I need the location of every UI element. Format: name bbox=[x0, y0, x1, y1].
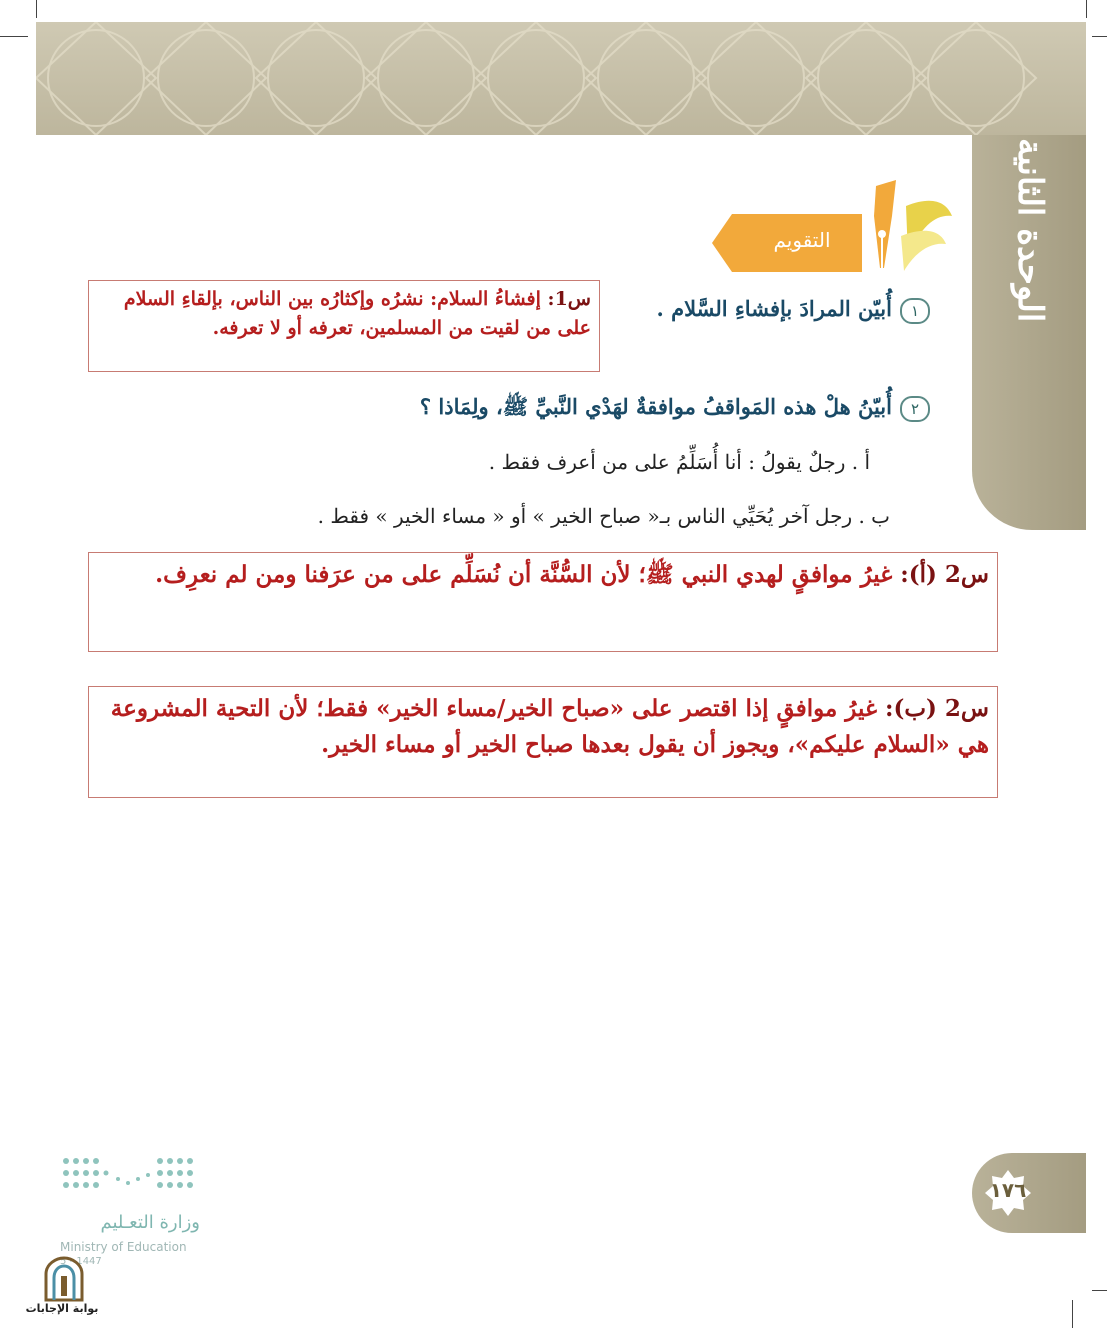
sub-item-a: أ . رجلٌ يقولُ : أنا أُسَلِّمُ على من أعرف فقط . bbox=[488, 450, 870, 474]
answer-text: غيرُ موافقٍ لهدي النبي ﷺ؛ لأن السُّنَّة أن نُسَلِّم على من عرَفنا ومن لم نعرِف. bbox=[155, 561, 901, 588]
pen-icon bbox=[846, 176, 956, 276]
question-1 bbox=[630, 296, 930, 324]
crop-mark bbox=[1092, 1290, 1107, 1291]
question-text: أُبيّن المرادَ بإفشاءِ السَّلام . bbox=[656, 296, 892, 321]
ministry-years: 5 - 1447 bbox=[60, 1256, 102, 1267]
question-2 bbox=[350, 394, 930, 425]
answer-text: غيرُ موافقٍ إذا اقتصر على «صباح الخير/مساء الخير» فقط؛ لأن التحية المشروعة هي «السلام عليكم»، ويجوز أن يقول بعدها صباح الخير أو مساء الخير. bbox=[110, 695, 989, 758]
crop-mark bbox=[0, 36, 28, 37]
crop-mark bbox=[1086, 0, 1087, 18]
crop-mark bbox=[36, 0, 37, 18]
portal-logo-icon bbox=[42, 1256, 86, 1302]
answer-text: إفشاءُ السلام: نشرُه وإكثارُه بين الناس، بإلقاءِ السلام على من لقيت من المسلمين، تعرفه أو لا تعرفه. bbox=[123, 288, 591, 340]
ministry-logo-icon bbox=[62, 1155, 198, 1201]
question-number: ١ bbox=[900, 298, 930, 324]
ministry-name-arabic: وزارة التعـليم bbox=[100, 1212, 200, 1233]
question-number: ٢ bbox=[900, 396, 930, 422]
crop-mark bbox=[1072, 1300, 1073, 1328]
answer-label: س2 (أ): bbox=[900, 561, 989, 588]
pattern-decoration bbox=[36, 22, 1086, 135]
answer-label: س2 (ب): bbox=[884, 695, 989, 722]
answer-box-1 bbox=[88, 280, 600, 372]
answer-label: س1: bbox=[547, 288, 591, 310]
answer-box-2a bbox=[88, 552, 998, 652]
ministry-name-english: Ministry of Education bbox=[60, 1240, 187, 1254]
section-tag: التقويم bbox=[773, 228, 831, 252]
sub-item-b: ب . رجل آخر يُحَيِّي الناس بـ« صباح الخير » أو « مساء الخير » فقط . bbox=[317, 504, 890, 528]
header-banner bbox=[36, 22, 1086, 135]
page-number: ١٧٦ bbox=[989, 1178, 1027, 1202]
question-text: أُبيّنُ هلْ هذه المَواقفُ موافقةٌ لهَدْي النَّبيِّ ﷺ، ولِمَاذا ؟ bbox=[419, 394, 892, 419]
portal-label: بوابة الإجابات bbox=[25, 1302, 99, 1315]
crop-mark bbox=[1092, 36, 1107, 37]
unit-title: الوحدة الثانية bbox=[1010, 137, 1050, 323]
answer-box-2b bbox=[88, 686, 998, 798]
